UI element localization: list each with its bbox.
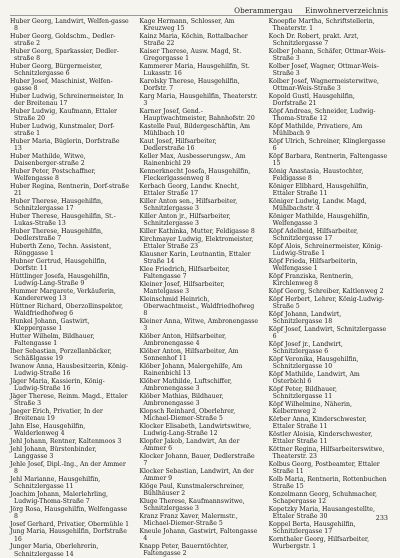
- resident-entry: Knapp Peter, Bauerntöchter, Faltengasse 2: [139, 543, 229, 558]
- resident-entry: Huber Ludwig, Kunstmaler, Dorf-straße 1: [10, 123, 115, 138]
- resident-entry: Jaeger Erich, Privatier, In der Breitenau 19: [10, 408, 103, 423]
- resident-entry: Kneule Johann, Gastwirt, Faltengasse 4: [139, 528, 258, 543]
- resident-entry: Huber Georg, Bürgermeister, Schnitzlergasse 6: [10, 63, 103, 78]
- resident-entry: Kleinschmid Heinrich, Oberwachtmeist., Waldfriedhofweg 8: [139, 295, 255, 318]
- resident-entry: Kage Hermann, Schlosser, Am Kreuzweg 15: [139, 18, 235, 33]
- resident-entry: Huber Ludwig, Schreinermeister, In der Breitenau 17: [10, 93, 124, 108]
- resident-entry: Klöge Paul, Kunstmalerschreiner, Bühlhäuser 2: [139, 483, 245, 498]
- resident-entry: Klee Friedrich, Hilfsarbeiter, Faltengasse 7: [139, 265, 230, 280]
- resident-entry: Karolsky Therese, Hausgehilfin, Dorfstr. 7: [139, 78, 240, 93]
- resident-entry: Konzelmann Georg, Schuhmacher, Schapergasse 12: [268, 490, 377, 505]
- resident-entry: Kolbus Georg, Postbeamter, Ettaler Straße 11: [268, 460, 380, 475]
- resident-entry: Köpf Franziska, Rentnerin, Kirchlenweg 8: [268, 273, 354, 288]
- resident-entry: Jehl Marianne, Hausgehilfin, Schnitzlergasse 11: [10, 475, 101, 490]
- resident-entry: Köpf Frieda, Hilfsarbeiterin, Welfengasse 1: [268, 258, 358, 273]
- resident-entry: Jung Maria, Hausgehilfin, Dorfstraße 16: [10, 528, 127, 543]
- resident-entry: Köpf Ulrich, Schreiner, Klinglergasse 6: [268, 138, 386, 153]
- resident-entry: Königer Ludwig, Landw. Magd, Mühlbachstr. 4: [268, 198, 367, 213]
- resident-entry: Keller Max, Ausbesserungsw., Am Rainenbichl 29: [139, 153, 246, 168]
- resident-entry: Köpf Andreas, Schneider, Ludwig-Thoma-Straße 12: [268, 108, 376, 123]
- resident-entry: Joachim Johann, Malerlehrling, Ludwig-Thoma-Straße 7: [10, 490, 109, 505]
- resident-entry: Koch Dr. Robert, prakt. Arzt, Schnitzlergasse 7: [268, 33, 359, 48]
- resident-entry: Huber Georg, Sparkassier, Dedler-straße 8: [10, 48, 119, 63]
- resident-entry: Kirchmayer Ludwig, Elektromeister, Ettaler Straße 23: [139, 235, 254, 250]
- resident-entry: Hüttlinger Josefa, Hausgehilfin, Ludwig-Lang-Straße 9: [10, 273, 110, 288]
- resident-entry: Huber Maria, Büglerin, Dorfstraße 13: [10, 138, 120, 153]
- resident-entry: Klocker Elisabeth, Landwirtswitwe, Ludwig-Lang-Straße 12: [139, 423, 252, 438]
- resident-entry: Klopsch Reinhard, Oberlehrer, Michael-Diemer-Straße 5: [139, 408, 236, 423]
- resident-entry: Klöber Mathias, Bildhauer, Ambronengasse 3: [139, 393, 224, 408]
- resident-entry: Huber Josef, Maschinist, Welfen-gasse 8: [10, 78, 113, 93]
- resident-entry: Kolber Johann, Schäfer, Ottmar-Weis-Straße 3: [268, 48, 386, 63]
- resident-entry: Körber Anna, Kinderschwester, Ettaler Straße 11: [268, 415, 367, 430]
- resident-entry: Klöber Mathilde, Luftschiffer, Ambronengasse 3: [139, 378, 232, 393]
- resident-entry: Klöber Johann, Malergehilfe, Am Rainenbichl 13: [139, 363, 243, 378]
- resident-entry: Kammerer Maria, Hausgehilfin, St. Lukasstr. 16: [139, 63, 250, 78]
- resident-entry: Köpf Mathilde, Landwirt, Am Osterbichl 6: [268, 370, 360, 385]
- resident-entry: Kastelle Paul, Bildergeschäftin, Am Mühlbach 10: [139, 123, 251, 138]
- resident-entry: Königer Mathilde, Hausgehilfin, Welfengasse 3: [268, 213, 370, 228]
- resident-entry: Huber Ludwig, Kaufmann, Ettaler Straße 20: [10, 108, 117, 123]
- resident-entry: Kornthaler Georg, Hilfsarbeiter, Wurbergstr. 1: [268, 535, 370, 550]
- resident-entry: Kolber Josef, Wagnermeisterwitwe, Ottmar-Weis-Straße 3: [268, 78, 379, 93]
- header-place: Oberammergau: [234, 6, 293, 15]
- resident-entry: Köpf Josef jr., Landwirt, Schnitzlergasse 6: [268, 340, 343, 355]
- resident-entry: Koppel Berta, Hausgehilfin, Schnitzlergasse 17: [268, 520, 356, 535]
- resident-entry: Kopold Gustl, Hausgehilfin, Dorfstraße 21: [268, 93, 355, 108]
- resident-entry: Huber Therese, Hausgehilfin, Schnitzlergasse 17: [10, 198, 103, 213]
- resident-entry: Köpf Adelheid, Hilfsarbeiter, Schnitzlergasse 17: [268, 228, 359, 243]
- resident-entry: Kainz Maria, Köchin, Rottalbacher Straße 22: [139, 33, 248, 48]
- resident-entry: Köpf Alois, Schreinermeister, König-Ludwig-Straße 1: [268, 243, 383, 258]
- resident-entry: Kolb Maria, Rentnerin, Rottenbuchen Straße 15: [268, 475, 387, 490]
- running-header: [224, 6, 388, 15]
- resident-entry: Kaut Josef, Hilfsarbeiter, Dedlerstraße 16: [139, 138, 217, 153]
- resident-entry: Josef Gerhard, Privatier, Obermühle 1: [10, 520, 130, 528]
- resident-entry: König Anastasia, Haustochter, Feldigasse 8: [268, 168, 364, 183]
- resident-entry: Kolber Josef, Wagner, Ottmar-Weis-Straße 3: [268, 63, 379, 78]
- header-rule: [10, 15, 388, 16]
- resident-entry: Hummer Margarete, Verkäuferin, Kandererweg 13: [10, 288, 116, 303]
- resident-entry: Jehle Josef, Dipl.-Ing., An der Ammer 8: [10, 460, 126, 475]
- directory-column-2: [139, 18, 259, 558]
- header-section: Einwohnerverzeichnis: [305, 6, 388, 15]
- resident-entry: Killer Kathinka, Mutter, Feldigasse 8: [139, 228, 255, 235]
- resident-entry: Kerbach Georg, Landw. Knecht, Ettaler Straße 17: [139, 183, 240, 198]
- resident-entry: Jehl Johann, Bürstenbinder, Langgasse 3: [10, 445, 97, 460]
- resident-entry: Klöber Anton, Hilfsarbeiter, Am Sonnenhof 11: [139, 348, 239, 363]
- resident-entry: Jäger Maria, Kassierin, König-Ludwig-Straße 16: [10, 378, 105, 393]
- resident-entry: Jehl Johann, Rentner, Kaltenmoos 3: [10, 438, 122, 445]
- resident-entry: Huber Mathilde, Witwe, Daisenberger-straße 2: [10, 153, 86, 168]
- resident-entry: Kluge Therese, Kaufmannswitwe, Schnitzlergasse 3: [139, 498, 245, 513]
- resident-entry: Jahn Else, Hausgehilfin, Walderlenweg 4: [10, 423, 86, 438]
- resident-entry: Jörg Rosa, Hausgehilfin, Welfengasse 8: [10, 505, 128, 520]
- resident-entry: Huber Therese, Hausgehilfin, St.-Lukas-Straße 13: [10, 213, 116, 228]
- resident-entry: Klopfer Jakob, Landwirt, An der Ammer 6: [139, 438, 240, 453]
- resident-entry: Köpf Wilhelmine, Näherin, Kelbernweg 2: [268, 400, 352, 415]
- resident-entry: Klocker Sebastian, Landwirt, An der Ammer 9: [139, 468, 254, 483]
- resident-entry: Kennerknecht Josefa, Hausgehilfin, Fleckerlgassenweg 8: [139, 168, 251, 183]
- resident-entry: Kaiser Therese, Ausw. Magd, St. Gregorgasse 1: [139, 48, 242, 63]
- resident-entry: Hunkel Johann, Gastwirt, Kleppergasse 1: [10, 318, 90, 333]
- resident-entry: Hüttner Richard, Oberzollinspektor, Waldfriedhofweg 6: [10, 303, 124, 318]
- resident-entry: Köpf Veronika, Hausgehilfin, Schnitzlergasse 10: [268, 355, 359, 370]
- resident-entry: Junger Maria, Oberlehrerin, Schnitzlergasse 14: [10, 543, 99, 558]
- resident-entry: Huber Georg, Landwirt, Welfen-gasse 8: [10, 18, 129, 33]
- resident-entry: Huberth Zeno, Techn. Assistent, Rönggasse 1: [10, 243, 112, 258]
- resident-entry: Killer Anton sen., Hilfsarbeiter, Schnitzlergasse 3: [139, 198, 238, 213]
- resident-entry: Killer Anton jr., Hilfsarbeiter, Schnitzlergasse 3: [139, 213, 231, 228]
- resident-entry: Königer Ellbhard, Hausgehilfin, Ettaler Straße 11: [268, 183, 369, 198]
- resident-entry: Köpf Georg, Schreiber, Kaltlenweg 2: [268, 288, 384, 295]
- directory-column-1: [10, 18, 130, 558]
- resident-entry: Knoepfle Martha, Schriftstellerin, Theaterstr. 1: [268, 18, 375, 33]
- resident-entry: Köpf Herbert, Lehrer, König-Ludwig-Straße 5: [268, 295, 385, 310]
- resident-entry: Huber Therese, Hausgehilfin, Dedlerstraße 7: [10, 228, 103, 243]
- page-number: 233: [375, 514, 388, 522]
- resident-entry: Jäger Therese, Reinm. Magd., Ettaler Straße 3: [10, 393, 128, 408]
- resident-entry: Huber Regina, Rentnerin, Dorf-straße 21: [10, 183, 129, 198]
- resident-entry: Karg Maria, Hausgehilfin, Theaterstr. 3: [139, 93, 258, 108]
- resident-entry: Klöber Anton, Hilfsarbeiter, Ambronengasse 4: [139, 333, 227, 348]
- resident-entry: Köpf Josef, Landwirt, Schnitzlergasse 6: [268, 325, 387, 340]
- resident-entry: Köpf Peter, Bildhauer, Schnitzlergasse 11: [268, 385, 337, 400]
- resident-entry: Huber Georg, Goldschm., Dedler-straße 2: [10, 33, 116, 48]
- resident-entry: Klocker Johann, Bauer, Dedlerstraße 7: [139, 453, 255, 468]
- resident-entry: Köpf Mathilde, Privatiere, Am Mühlbach 9: [268, 123, 363, 138]
- resident-entry: Hubner Gertrud, Hausgehilfin, Dorfstr. 11: [10, 258, 107, 273]
- resident-entry: Iwanow Anna, Hausbesitzerin, König-Ludwig-Straße 16: [10, 363, 128, 378]
- resident-entry: Huber Peter, Postschaffner, Welfengasse 8: [10, 168, 96, 183]
- resident-entry: Kopetzky Maria, Hausangestellte, Ettaler Straße 30: [268, 505, 375, 520]
- resident-entry: Karner Josef, Gend.-Hauptwachtmeister, Bahnhofstr. 20: [139, 108, 255, 123]
- resident-entry: Klausner Karin, Leutnantin, Ettaler Straße 14: [139, 250, 251, 265]
- resident-entry: Köstler Aloisia, Kinderschwester, Ettaler Straße 11: [268, 430, 373, 445]
- resident-entry: Kranz Franz Xaver, Malermstr., Michael-Diemer-Straße 5: [139, 513, 238, 528]
- resident-entry: Kleiner Anna, Witwe, Ambronengasse 3: [139, 318, 259, 333]
- resident-entry: Köpf Barbara, Rentnerin, Faltengasse 15: [268, 153, 388, 168]
- resident-entry: Hutter Wilhelm, Bildhauer, Faltengasse 1: [10, 333, 95, 348]
- resident-entry: Kleiner Josef, Hilfsarbeiter, Mantelgasse 3: [139, 280, 225, 295]
- resident-entry: Köpf Johann, Landwirt, Schnitzlergasse 18: [268, 310, 342, 325]
- resident-entry: Iber Sebastian, Porzellanbäcker, Schäßlgasse 19: [10, 348, 112, 363]
- resident-entry: Köttner Regina, Hilfsarbeiterswitwe, Theaterstr. 23: [268, 445, 385, 460]
